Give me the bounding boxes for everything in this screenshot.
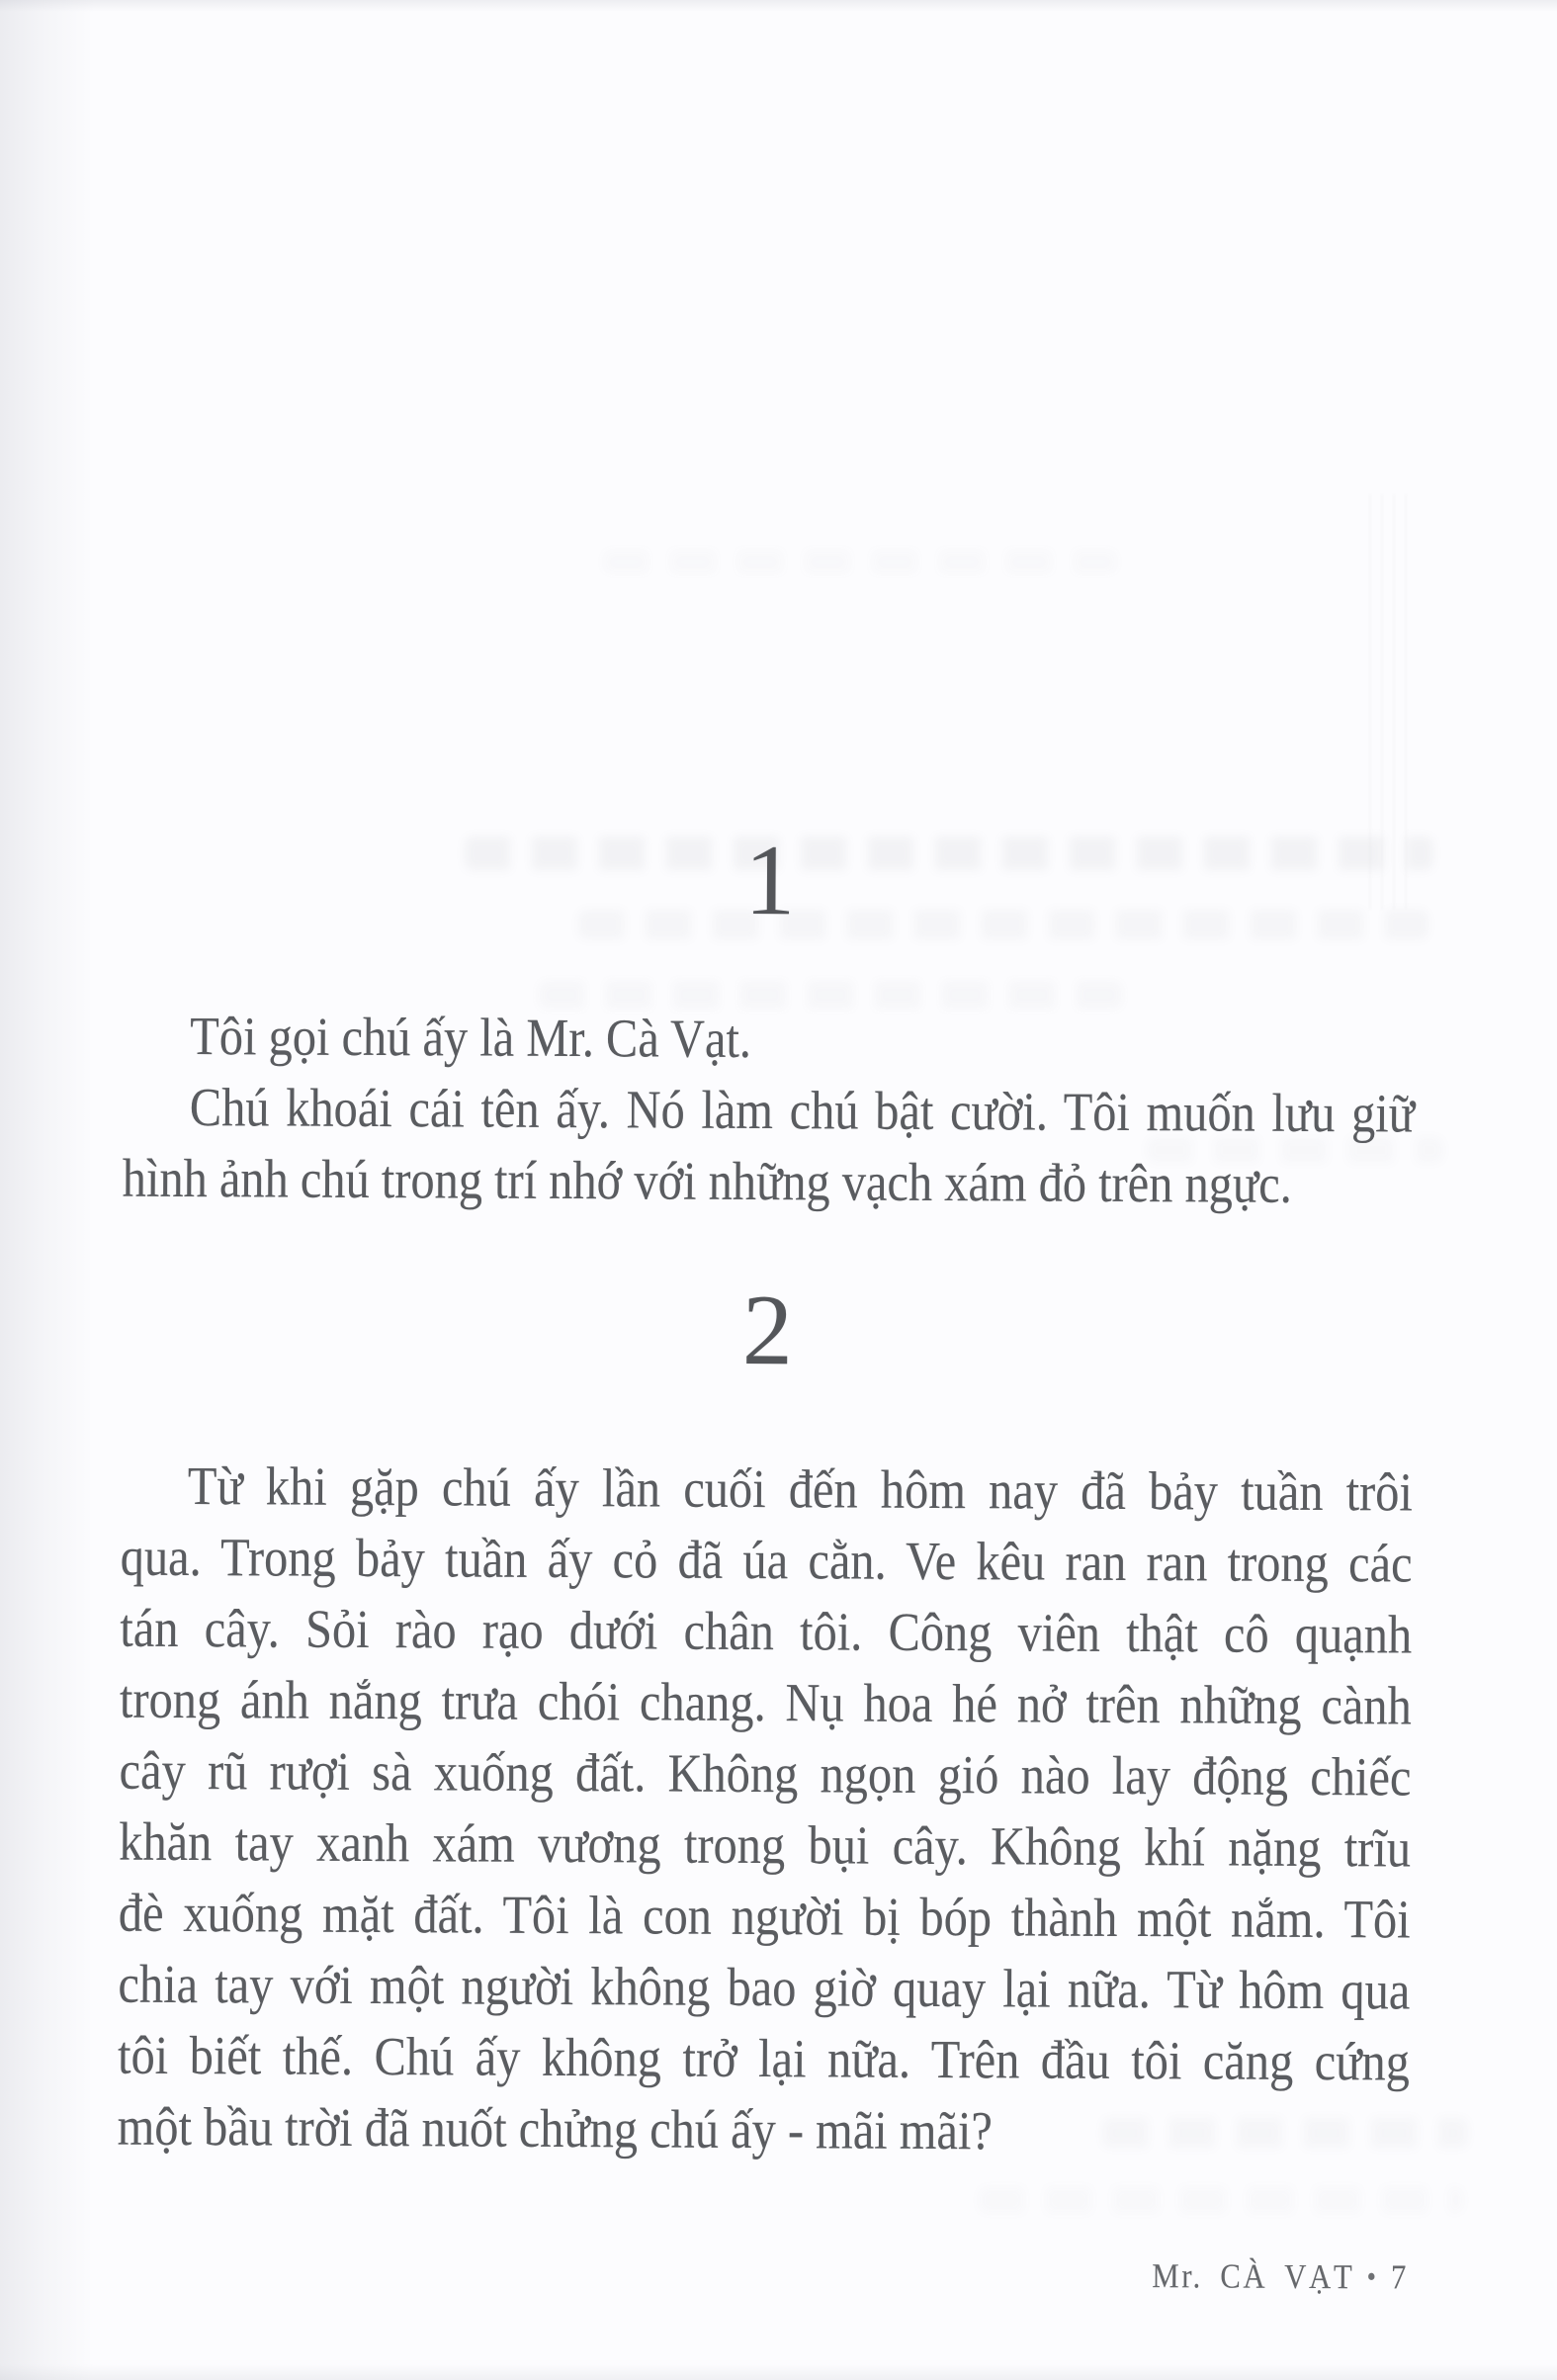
chapter-2-heading: 2: [741, 1274, 794, 1387]
page-footer: [272, 2251, 1409, 2297]
bullet-separator-icon: •: [1366, 2260, 1379, 2294]
text-line: tôi biết thế. Chú ấy không trở lại nữa. Trên đầu tôi căng cứng: [117, 2024, 1411, 2092]
text-line: một bầu trời đã nuốt chửng chú ấy - mãi mãi?: [117, 2095, 994, 2161]
running-title: Mr. CÀ VẠT: [1152, 2256, 1355, 2297]
text-line: chia tay với một người không bao giờ quay lại nữa. Từ hôm qua: [118, 1953, 1411, 2021]
text-line: cây rũ rượi sà xuống đất. Không ngọn gió nào lay động chiếc: [119, 1739, 1412, 1807]
text-line: tán cây. Sỏi rào rạo dưới chân tôi. Công viên thật cô quạnh: [120, 1597, 1413, 1665]
text-line: Tôi gọi chú ấy là Mr. Cà Vạt.: [190, 1006, 752, 1069]
text-line: đè xuống mặt đất. Tôi là con người bị bóp thành một nắm. Tôi: [118, 1882, 1411, 1950]
text-line: hình ảnh chú trong trí nhớ với những vạch xám đỏ trên ngực.: [122, 1147, 1292, 1214]
text-line: Chú khoái cái tên ấy. Nó làm chú bật cười. Tôi muốn lưu giữ: [189, 1077, 1416, 1144]
text-line: khăn tay xanh xám vương trong bụi cây. Không khí nặng trĩu: [119, 1810, 1412, 1879]
text-line: qua. Trong bảy tuần ấy cỏ đã úa cằn. Ve kêu ran ran trong các: [120, 1526, 1413, 1594]
page-number: 7: [1390, 2257, 1410, 2297]
chapter-1-text: [123, 1001, 1557, 1222]
chapter-1-heading: 1: [744, 824, 796, 937]
text-line: Từ khi gặp chú ấy lần cuối đến hôm nay đã bảy tuần trôi: [187, 1455, 1414, 1523]
chapter-2-text: [118, 1451, 1557, 2170]
text-line: trong ánh nắng trưa chói chang. Nụ hoa hé nở trên những cành: [119, 1668, 1412, 1736]
